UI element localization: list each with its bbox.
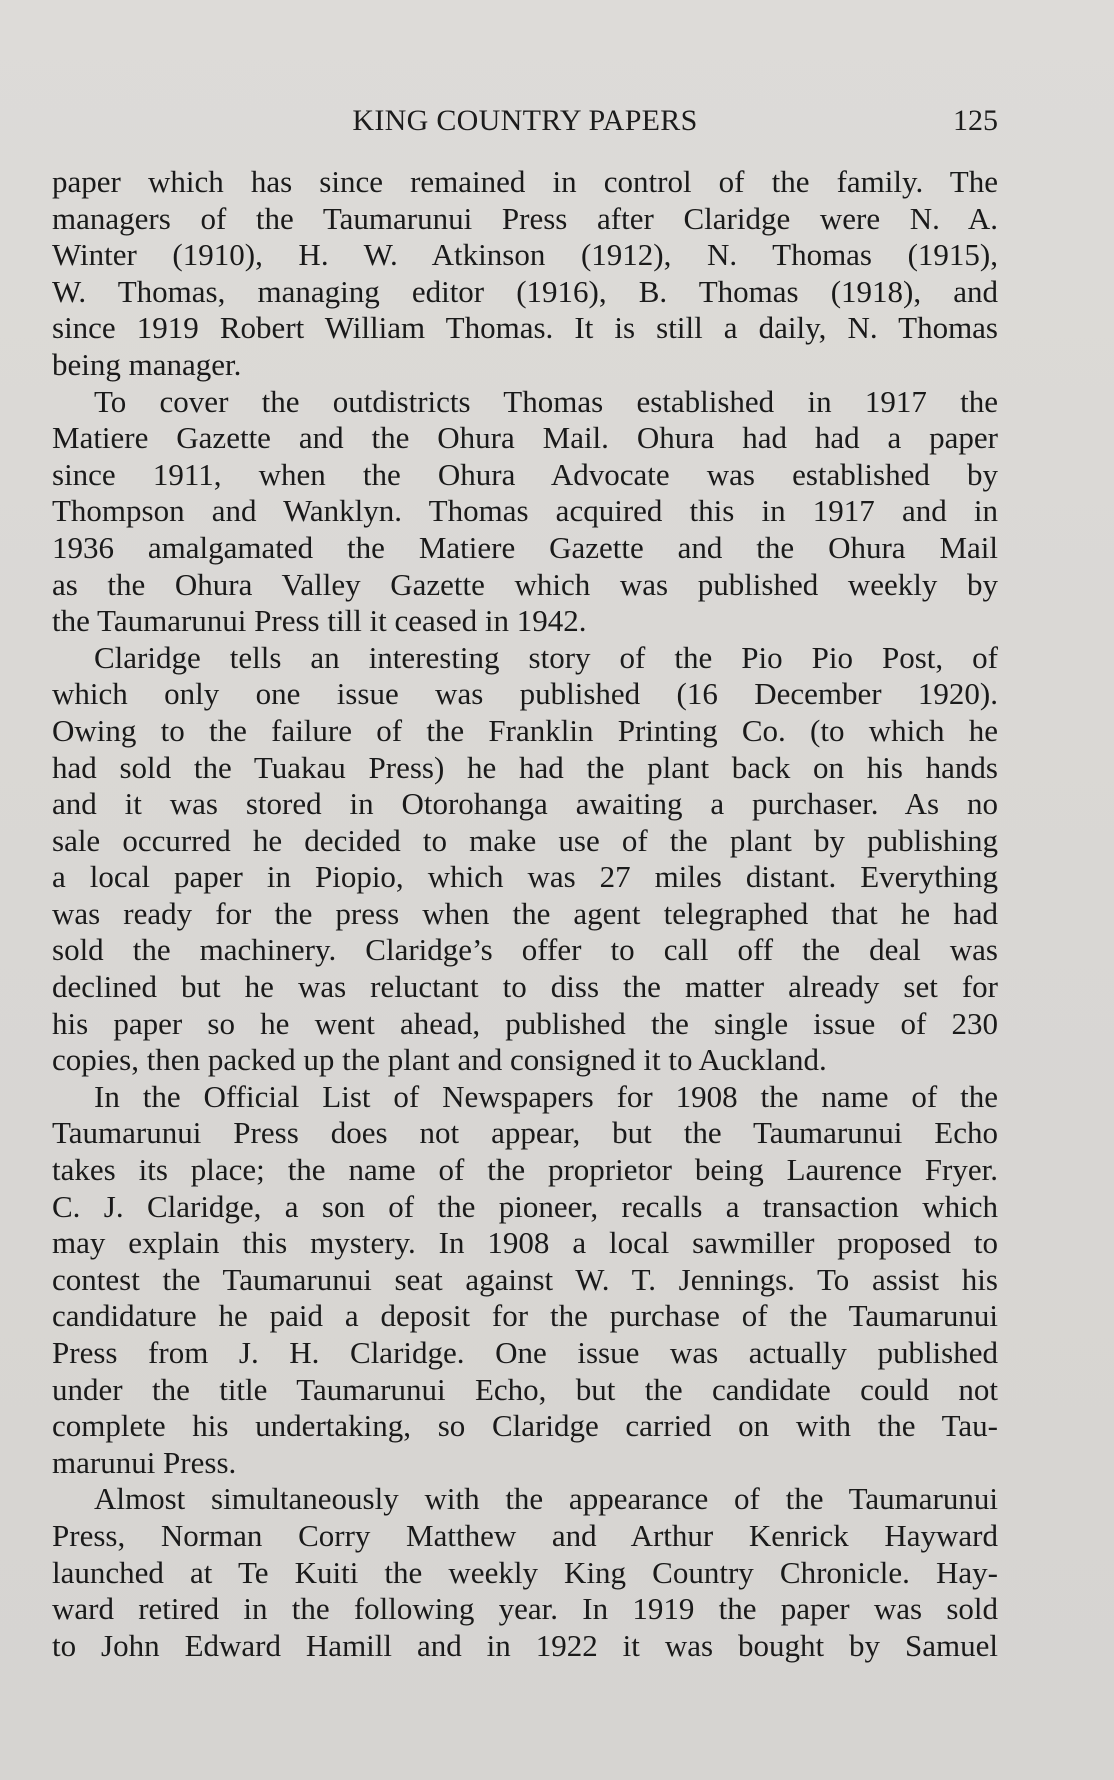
running-head	[52, 104, 998, 144]
running-title: KING COUNTRY PAPERS	[352, 104, 698, 137]
text-line: under the title Taumarunui Echo, but the candidate could not	[52, 1371, 998, 1407]
text-line: sale occurred he decided to make use of the plant by publishing	[52, 822, 998, 858]
text-line: his paper so he went ahead, published the single issue of 230	[52, 1005, 998, 1041]
text-line: marunui Press.	[52, 1444, 237, 1480]
text-line: ward retired in the following year. In 1919 the paper was sold	[52, 1591, 998, 1627]
text-line: Matiere Gazette and the Ohura Mail. Ohura had had a paper	[52, 420, 998, 456]
text-line: to John Edward Hamill and in 1922 it was bought by Samuel	[52, 1627, 998, 1663]
text-line: being manager.	[52, 346, 242, 382]
text-line: W. Thomas, managing editor (1916), B. Thomas (1918), and	[52, 273, 998, 309]
paragraph	[52, 164, 998, 384]
paragraph	[52, 1481, 998, 1664]
text-line: as the Ohura Valley Gazette which was published weekly by	[52, 566, 998, 602]
text-line: To cover the outdistricts Thomas established in 1917 the	[94, 383, 998, 419]
text-line: Claridge tells an interesting story of the Pio Pio Post, of	[94, 639, 998, 675]
text-line: takes its place; the name of the proprietor being Laurence Fryer.	[52, 1152, 998, 1188]
text-line: 1936 amalgamated the Matiere Gazette and the Ohura Mail	[52, 529, 998, 565]
text-line: managers of the Taumarunui Press after Claridge were N. A.	[52, 200, 998, 236]
text-line: In the Official List of Newspapers for 1908 the name of the	[94, 1078, 998, 1114]
text-line: Thompson and Wanklyn. Thomas acquired this in 1917 and in	[52, 493, 998, 529]
text-line: since 1919 Robert William Thomas. It is still a daily, N. Thomas	[52, 310, 998, 346]
text-line: complete his undertaking, so Claridge carried on with the Tau-	[52, 1408, 998, 1444]
paragraph	[52, 1079, 998, 1482]
text-line: C. J. Claridge, a son of the pioneer, recalls a transaction which	[52, 1188, 998, 1224]
text-line: Press from J. H. Claridge. One issue was actually published	[52, 1335, 998, 1370]
text-line: and it was stored in Otorohanga awaiting a purchaser. As no	[52, 786, 998, 822]
text-line: Press, Norman Corry Matthew and Arthur Kenrick Hayward	[52, 1517, 998, 1553]
text-line: since 1911, when the Ohura Advocate was established by	[52, 456, 998, 492]
body-text	[52, 164, 998, 1664]
paragraph	[52, 640, 998, 1079]
text-line: which only one issue was published (16 December 1920).	[52, 676, 998, 712]
paragraph	[52, 384, 998, 640]
text-line: Taumarunui Press does not appear, but the Taumarunui Echo	[52, 1115, 998, 1151]
text-line: had sold the Tuakau Press) he had the plant back on his hands	[52, 749, 998, 785]
text-line: Almost simultaneously with the appearance of the Taumarunui	[94, 1481, 998, 1517]
text-line: launched at Te Kuiti the weekly King Country Chronicle. Hay-	[52, 1554, 998, 1590]
text-line: a local paper in Piopio, which was 27 miles distant. Everything	[52, 859, 998, 895]
text-line: candidature he paid a deposit for the purchase of the Taumarunui	[52, 1298, 998, 1334]
text-line: sold the machinery. Claridge’s offer to call off the deal was	[52, 932, 998, 968]
text-line: declined but he was reluctant to diss the matter already set for	[52, 969, 998, 1005]
text-line: Owing to the failure of the Franklin Printing Co. (to which he	[52, 712, 998, 748]
page-number: 125	[953, 104, 998, 137]
text-line: paper which has since remained in control of the family. The	[52, 164, 998, 199]
text-line: was ready for the press when the agent telegraphed that he had	[52, 895, 998, 931]
text-line: contest the Taumarunui seat against W. T. Jennings. To assist his	[52, 1261, 998, 1297]
text-line: copies, then packed up the plant and consigned it to Auckland.	[52, 1042, 827, 1078]
text-line: Winter (1910), H. W. Atkinson (1912), N. Thomas (1915),	[52, 237, 998, 273]
text-line: may explain this mystery. In 1908 a local sawmiller proposed to	[52, 1225, 998, 1261]
text-line: the Taumarunui Press till it ceased in 1942.	[52, 603, 587, 639]
